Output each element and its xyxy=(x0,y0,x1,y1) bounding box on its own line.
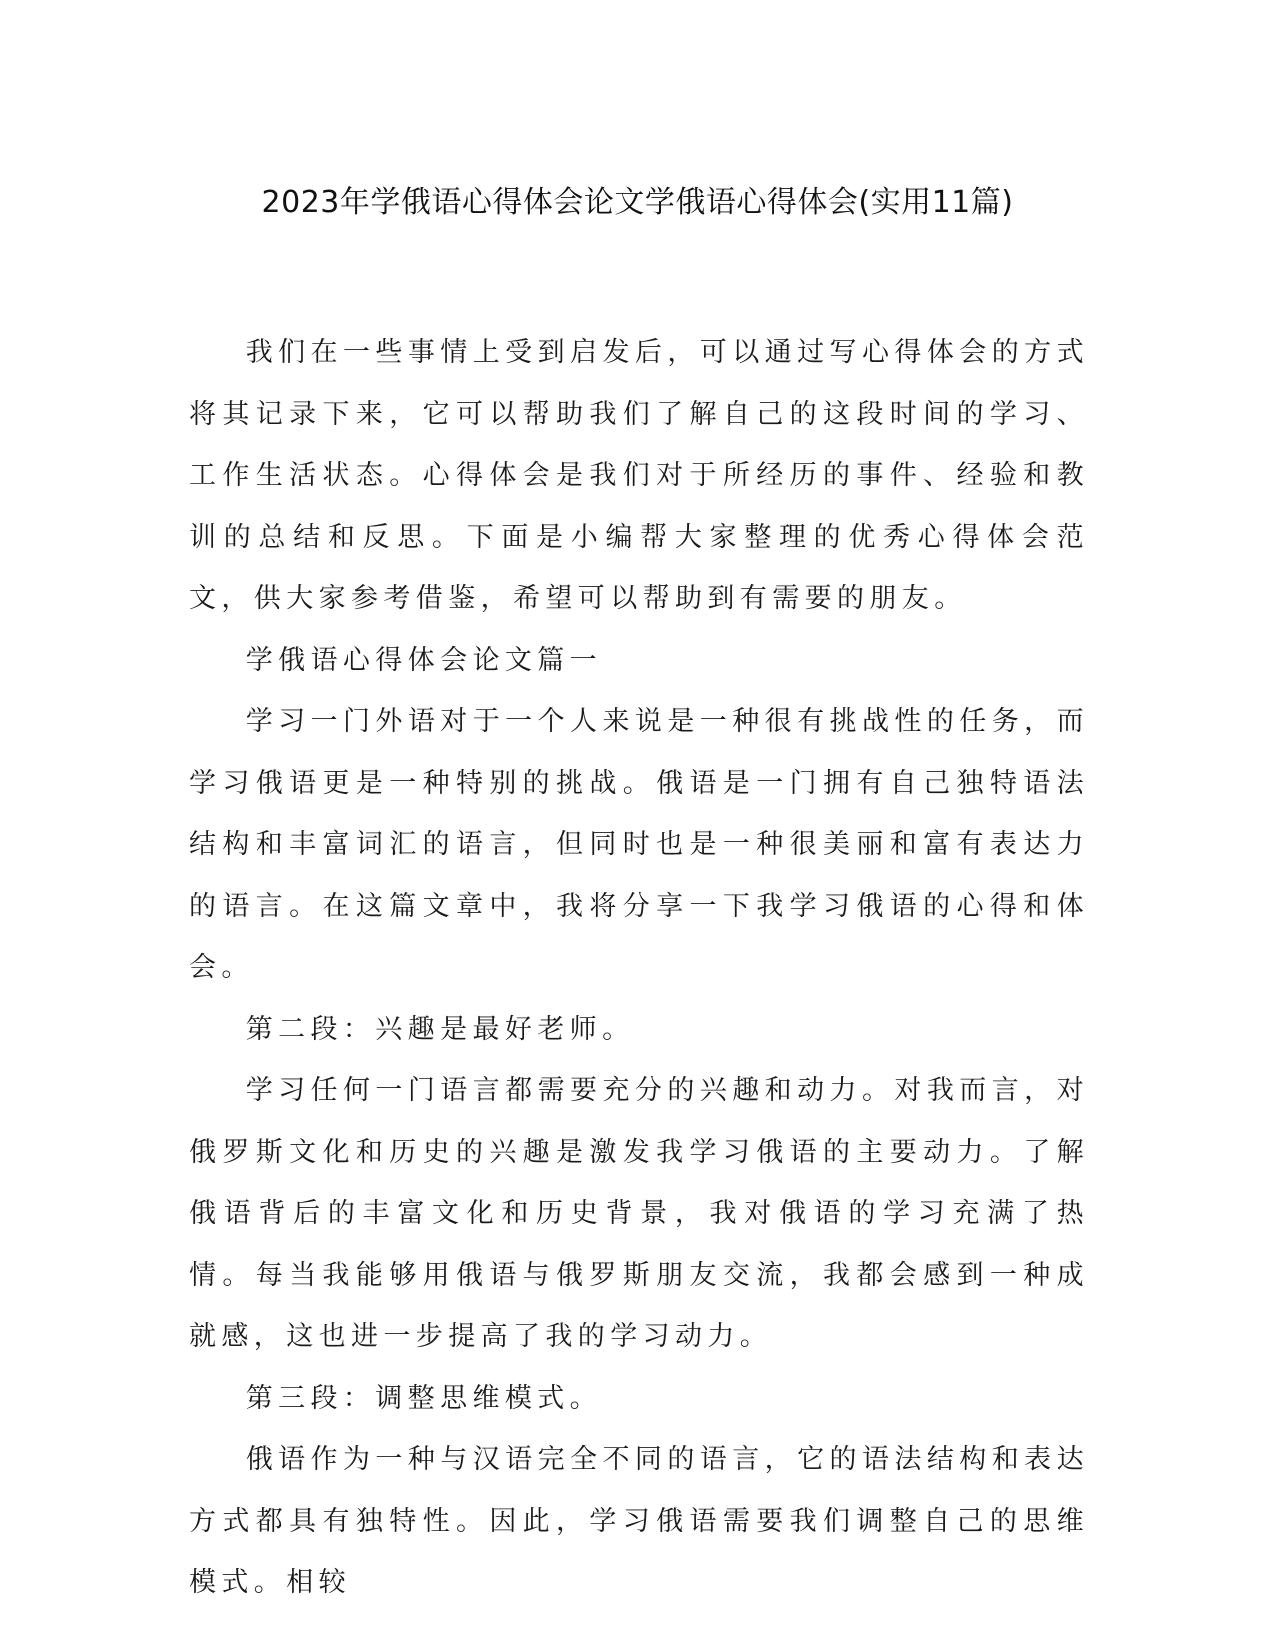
document-body xyxy=(189,322,1089,1614)
paragraph-interest: 学习任何一门语言都需要充分的兴趣和动力。对我而言，对俄罗斯文化和历史的兴趣是激发我学习俄语的主要动力。了解俄语背后的丰富文化和历史背景，我对俄语的学习充满了热情。每当我能够用俄语与俄罗斯朋友交流，我都会感到一种成就感，这也进一步提高了我的学习动力。 xyxy=(189,1075,1089,1352)
section-heading-third: 第三段：调整思维模式。 xyxy=(245,1382,603,1414)
section-heading-second: 第二段：兴趣是最好老师。 xyxy=(245,1013,635,1045)
section-heading-part-one: 学俄语心得体会论文篇一 xyxy=(245,644,603,676)
document-title: 2023年学俄语心得体会论文学俄语心得体会(实用11篇) xyxy=(261,185,1014,220)
paragraph-intro: 我们在一些事情上受到启发后，可以通过写心得体会的方式将其记录下来，它可以帮助我们了解自己的这段时间的学习、工作生活状态。心得体会是我们对于所经历的事件、经验和教训的总结和反思。下面是小编帮大家整理的优秀心得体会范文，供大家参考借鉴，希望可以帮助到有需要的朋友。 xyxy=(189,337,1089,614)
paragraph-thinking: 俄语作为一种与汉语完全不同的语言，它的语法结构和表达方式都具有独特性。因此，学习俄语需要我们调整自己的思维模式。相较 xyxy=(189,1444,1089,1598)
paragraph-opening: 学习一门外语对于一个人来说是一种很有挑战性的任务，而学习俄语更是一种特别的挑战。俄语是一门拥有自己独特语法结构和丰富词汇的语言，但同时也是一种很美丽和富有表达力的语言。在这篇文章中，我将分享一下我学习俄语的心得和体会。 xyxy=(189,706,1089,983)
